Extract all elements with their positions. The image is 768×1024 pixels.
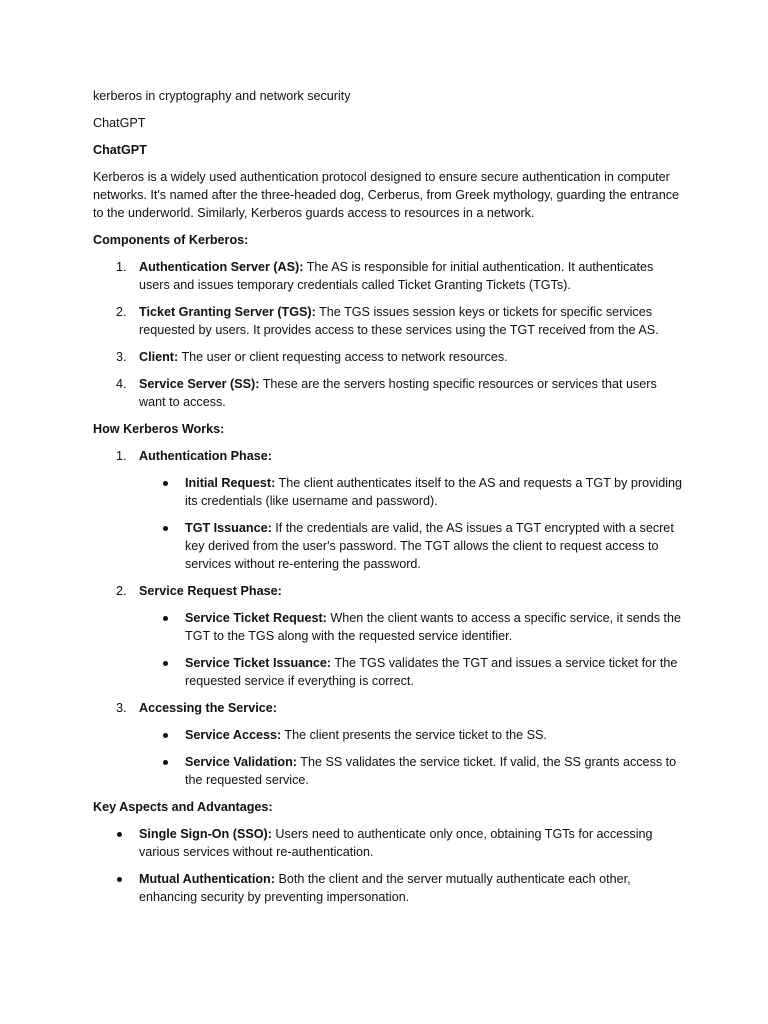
phase-title: Authentication Phase: [139,449,272,463]
list-number: 3. [116,350,127,364]
bullet-item [93,519,683,573]
bullet-icon [163,760,168,765]
bullet-term: Service Validation: [185,755,297,769]
speaker-label-bold: ChatGPT [93,143,147,157]
list-text: These are the servers hosting specific resources or services that users want to access. [139,377,657,409]
bullet-item [93,753,683,789]
list-term: Service Server (SS): [139,377,260,391]
bullet-text: When the client wants to access a specific service, it sends the TGT to the TGS along with the requested service identifier. [185,611,682,643]
user-prompt: kerberos in cryptography and network security [93,89,351,103]
list-text: The AS is responsible for initial authentication. It authenticates users and issues temporary credentials called Ticket Granting Tickets (TGTs). [139,260,654,292]
bullet-text: Both the client and the server mutually authenticate each other, enhancing security by preventing impersonation. [139,872,631,904]
bullet-text: The client authenticates itself to the AS and requests a TGT by providing its credentials (like username and password). [185,476,683,508]
bullet-icon [163,526,168,531]
bullet-item [93,870,683,906]
document-content [93,87,683,915]
bullet-icon [163,661,168,666]
list-text: The TGS issues session keys or tickets for specific services requested by users. It provides access to these services using the TGT received from the AS. [139,305,659,337]
works-heading: How Kerberos Works: [93,422,225,436]
list-number: 1. [116,449,127,463]
list-item [93,375,683,411]
list-item [93,303,683,339]
phase-bullets [139,726,683,789]
bullet-icon [163,616,168,621]
phase-title: Service Request Phase: [139,584,282,598]
list-item [93,258,683,294]
list-number: 2. [116,584,127,598]
list-term: Authentication Server (AS): [139,260,304,274]
components-list [93,258,683,411]
list-term: Client: [139,350,179,364]
phase-bullets [139,609,683,690]
components-heading: Components of Kerberos: [93,233,249,247]
list-number: 1. [116,260,127,274]
bullet-text: Users need to authenticate only once, obtaining TGTs for accessing various services without re-authentication. [139,827,653,859]
bullet-term: Service Ticket Issuance: [185,656,332,670]
bullet-term: Service Access: [185,728,282,742]
bullet-icon [117,877,122,882]
bullet-term: Service Ticket Request: [185,611,327,625]
bullet-item [93,726,683,744]
intro-paragraph: Kerberos is a widely used authentication protocol designed to ensure secure authentication in computer networks. It's named after the three-headed dog, Cerberus, from Greek mythology, guarding the entrance to the underworld. Similarly, Kerberos guards access to resources in a network. [93,170,679,220]
bullet-item [93,825,683,861]
list-text: The user or client requesting access to network resources. [178,350,508,364]
bullet-item [93,609,683,645]
list-number: 2. [116,305,127,319]
bullet-term: Mutual Authentication: [139,872,275,886]
phase-item [93,582,683,690]
phase-item [93,447,683,573]
bullet-item [93,474,683,510]
bullet-term: Initial Request: [185,476,276,490]
list-term: Ticket Granting Server (TGS): [139,305,316,319]
list-number: 3. [116,701,127,715]
aspects-heading: Key Aspects and Advantages: [93,800,273,814]
speaker-label: ChatGPT [93,116,146,130]
phase-bullets [139,474,683,573]
bullet-text: The client presents the service ticket to the SS. [281,728,547,742]
bullet-icon [117,832,122,837]
bullet-text: If the credentials are valid, the AS issues a TGT encrypted with a secret key derived from the user's password. The TGT allows the client to request access to services without re-entering the password. [185,521,674,571]
list-number: 4. [116,377,127,391]
bullet-item [93,654,683,690]
bullet-term: TGT Issuance: [185,521,272,535]
list-item [93,348,683,366]
bullet-icon [163,481,168,486]
phase-title: Accessing the Service: [139,701,277,715]
bullet-term: Single Sign-On (SSO): [139,827,272,841]
phases-list [93,447,683,789]
aspects-list [93,825,683,906]
bullet-text: The SS validates the service ticket. If valid, the SS grants access to the requested service. [185,755,677,787]
bullet-icon [163,733,168,738]
bullet-text: The TGS validates the TGT and issues a service ticket for the requested service if everything is correct. [185,656,678,688]
phase-item [93,699,683,789]
